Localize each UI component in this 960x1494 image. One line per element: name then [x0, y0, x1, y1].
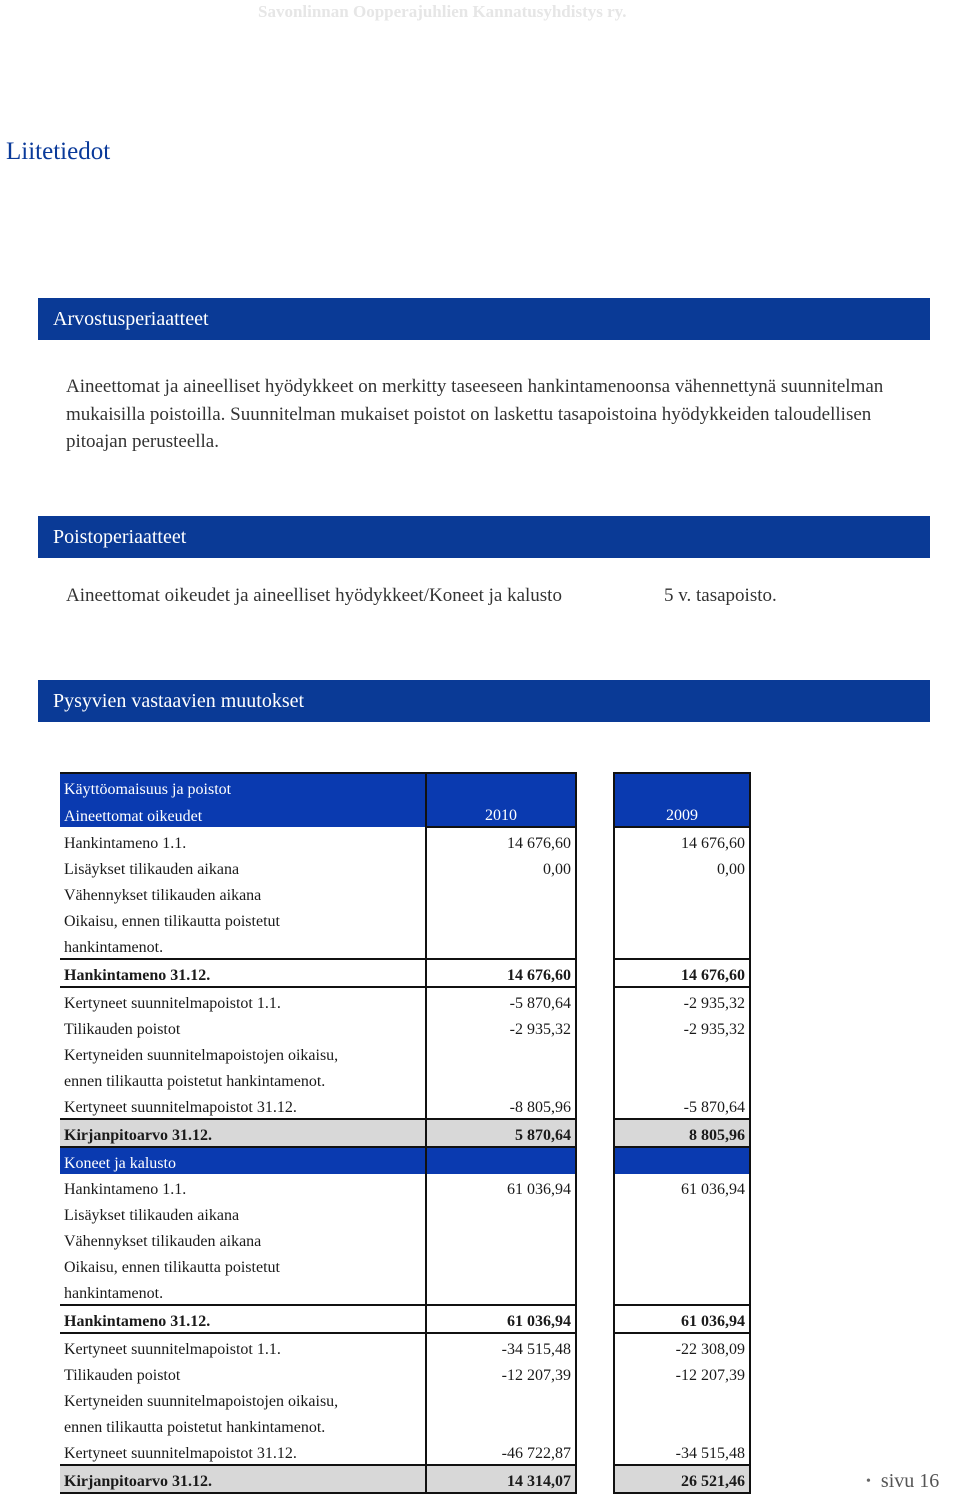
row-label: Kertyneiden suunnitelmapoistojen oikaisu, [64, 1047, 339, 1064]
value-2009 [614, 1066, 750, 1092]
table-heading-kayttoomaisuus: Käyttöomaisuus ja poistot [60, 773, 426, 800]
row-label: Hankintameno 1.1. [64, 835, 187, 852]
header-watermark: Savonlinnan Oopperajuhlien Kannatusyhdistys ry. [258, 2, 627, 21]
table-row [60, 1386, 750, 1412]
value-2009: -34 515,48 [614, 1438, 750, 1465]
value-2009: -22 308,09 [614, 1333, 750, 1360]
value-2010 [426, 1066, 576, 1092]
value-2009: -2 935,32 [614, 987, 750, 1014]
value-2009 [614, 1252, 750, 1278]
table-row [60, 1040, 750, 1066]
row-label: Lisäykset tilikauden aikana [64, 861, 240, 878]
value-2010 [426, 1412, 576, 1438]
value-2009: 0,00 [614, 854, 750, 880]
value-2010 [426, 1226, 576, 1252]
year-2009: 2009 [614, 800, 750, 827]
row-label: hankintamenot. [64, 939, 164, 956]
value-2009: 61 036,94 [614, 1174, 750, 1200]
table-row [60, 1119, 750, 1147]
row-label: Kertyneet suunnitelmapoistot 31.12. [64, 1099, 297, 1116]
table-row [60, 1252, 750, 1278]
section-title-pysyvat: Pysyvien vastaavien muutokset [53, 690, 305, 712]
row-label: Kirjanpitoarvo 31.12. [60, 1119, 426, 1147]
row-label: Kertyneiden suunnitelmapoistojen oikaisu, [64, 1393, 339, 1410]
table-row [60, 1200, 750, 1226]
row-label: hankintamenot. [64, 1285, 164, 1302]
row-label: Tilikauden poistot [64, 1367, 181, 1384]
table-row [60, 1226, 750, 1252]
value-2010 [426, 1278, 576, 1305]
row-label: Kertyneet suunnitelmapoistot 1.1. [60, 1333, 426, 1360]
bullet-icon: • [866, 1474, 871, 1490]
value-2009: 8 805,96 [614, 1119, 750, 1147]
value-2009 [614, 1412, 750, 1438]
table-row [60, 1305, 750, 1333]
value-2010: 61 036,94 [426, 1305, 576, 1333]
page-title: Liitetiedot [6, 138, 111, 165]
value-2010: 14 676,60 [426, 827, 576, 854]
value-2009: 14 676,60 [614, 959, 750, 987]
value-2010: 14 314,07 [426, 1465, 576, 1493]
table-row [60, 1014, 750, 1040]
table-row [60, 1438, 750, 1465]
value-2009: -5 870,64 [614, 1092, 750, 1119]
value-2009: 61 036,94 [614, 1305, 750, 1333]
table-row [60, 1092, 750, 1119]
poisto-value: 5 v. tasapoisto. [664, 585, 777, 606]
row-label: Oikaisu, ennen tilikautta poistetut [64, 913, 280, 930]
section-band-pysyvat [38, 680, 930, 722]
value-2010: -5 870,64 [426, 987, 576, 1014]
table-row [60, 1174, 750, 1200]
value-2010: 5 870,64 [426, 1119, 576, 1147]
value-2009: 26 521,46 [614, 1465, 750, 1493]
row-label: Oikaisu, ennen tilikautta poistetut [64, 1259, 280, 1276]
arvostus-text: Aineettomat ja aineelliset hyödykkeet on merkitty taseeseen hankintamenoonsa vähennettynä suunnitelman mukaisilla poistoilla. Suunnitelman mukaiset poistot on laskettu tasapoistoina hyödykkeiden taloudellisen pitoajan perusteella. [66, 376, 884, 452]
value-2009: -12 207,39 [614, 1360, 750, 1386]
value-2010: -46 722,87 [426, 1438, 576, 1465]
row-label: Hankintameno 31.12. [60, 959, 426, 987]
poisto-label: Aineettomat oikeudet ja aineelliset hyödykkeet/Koneet ja kalusto [66, 585, 562, 606]
row-label: Vähennykset tilikauden aikana [64, 1233, 262, 1250]
value-2010 [426, 1040, 576, 1066]
value-2010: 61 036,94 [426, 1174, 576, 1200]
value-2009 [614, 906, 750, 932]
value-2010: 14 676,60 [426, 959, 576, 987]
table-row [60, 987, 750, 1014]
row-label: Kirjanpitoarvo 31.12. [60, 1465, 426, 1493]
value-2009 [614, 1040, 750, 1066]
table-row [60, 854, 750, 880]
value-2009 [614, 880, 750, 906]
table-heading-row [60, 1147, 750, 1174]
table-row [60, 932, 750, 959]
row-label: Hankintameno 1.1. [64, 1181, 187, 1198]
row-label: ennen tilikautta poistetut hankintamenot. [64, 1073, 326, 1090]
section-band-arvostus [38, 298, 930, 340]
row-label: ennen tilikautta poistetut hankintamenot. [64, 1419, 326, 1436]
value-2009 [614, 1278, 750, 1305]
value-2009 [614, 1386, 750, 1412]
table-row [60, 1360, 750, 1386]
table-row [60, 880, 750, 906]
value-2009 [614, 932, 750, 959]
value-2010 [426, 880, 576, 906]
year-2010: 2010 [426, 800, 576, 827]
section-title-poisto: Poistoperiaatteet [53, 526, 187, 548]
value-2010: -8 805,96 [426, 1092, 576, 1119]
table-row [60, 1465, 750, 1493]
table-heading-row [60, 800, 750, 827]
value-2009 [614, 1226, 750, 1252]
table-heading-koneet: Koneet ja kalusto [60, 1147, 426, 1174]
row-label: Kertyneet suunnitelmapoistot 1.1. [60, 987, 426, 1014]
asset-table [60, 772, 751, 1494]
row-label: Hankintameno 31.12. [60, 1305, 426, 1333]
value-2010 [426, 906, 576, 932]
section-band-poisto [38, 516, 930, 558]
row-label: Kertyneet suunnitelmapoistot 31.12. [64, 1445, 297, 1462]
table-row [60, 1066, 750, 1092]
value-2010: 0,00 [426, 854, 576, 880]
value-2010 [426, 1200, 576, 1226]
table-row [60, 906, 750, 932]
table-row [60, 1278, 750, 1305]
table-heading-aineettomat: Aineettomat oikeudet [60, 800, 426, 827]
table-row [60, 1333, 750, 1360]
page-number: • sivu 16 [866, 1470, 940, 1492]
row-label: Lisäykset tilikauden aikana [64, 1207, 240, 1224]
table-heading-row [60, 773, 750, 800]
table-row [60, 827, 750, 854]
value-2010 [426, 1386, 576, 1412]
section-title-arvostus: Arvostusperiaatteet [53, 308, 209, 330]
table-row [60, 959, 750, 987]
value-2009: -2 935,32 [614, 1014, 750, 1040]
value-2010: -34 515,48 [426, 1333, 576, 1360]
table-row [60, 1412, 750, 1438]
row-label: Vähennykset tilikauden aikana [64, 887, 262, 904]
value-2010 [426, 1252, 576, 1278]
value-2010: -2 935,32 [426, 1014, 576, 1040]
value-2009 [614, 1200, 750, 1226]
row-label: Tilikauden poistot [64, 1021, 181, 1038]
value-2010 [426, 932, 576, 959]
value-2010: -12 207,39 [426, 1360, 576, 1386]
value-2009: 14 676,60 [614, 827, 750, 854]
